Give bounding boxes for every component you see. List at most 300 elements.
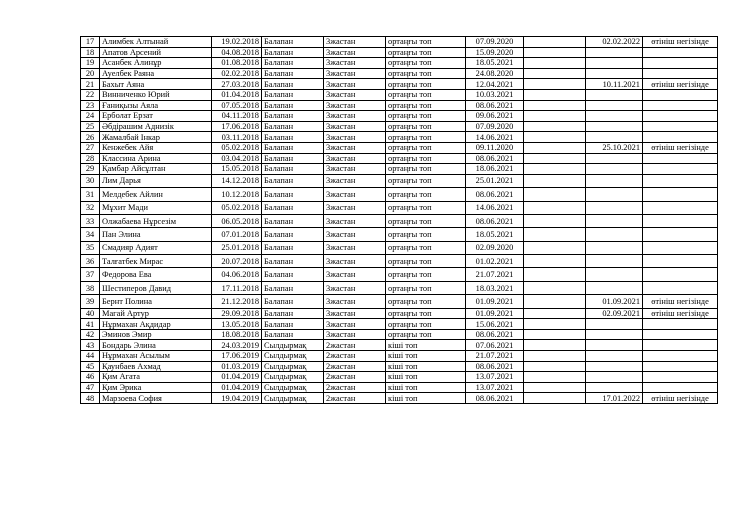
reason-cell — [643, 382, 718, 393]
empty-cell — [524, 58, 586, 69]
group-name-cell: Балапан — [262, 100, 324, 111]
enrollment-date-cell: 09.11.2020 — [466, 142, 524, 153]
leave-date-cell — [586, 201, 643, 214]
row-number-cell: 23 — [81, 100, 100, 111]
table-row — [81, 201, 718, 214]
birth-date-cell: 04.11.2018 — [212, 111, 262, 122]
reason-cell — [643, 268, 718, 281]
birth-date-cell: 17.06.2018 — [212, 121, 262, 132]
group-name-cell: Балапан — [262, 111, 324, 122]
birth-date-cell: 05.02.2018 — [212, 201, 262, 214]
enrollment-date-cell: 09.06.2021 — [466, 111, 524, 122]
leave-date-cell — [586, 361, 643, 372]
empty-cell — [524, 241, 586, 254]
leave-date-cell: 01.09.2021 — [586, 295, 643, 308]
group-name-cell: Балапан — [262, 201, 324, 214]
leave-date-cell — [586, 214, 643, 227]
table-row — [81, 214, 718, 227]
age-cell: 3жастан — [324, 214, 386, 227]
enrollment-date-cell: 01.09.2021 — [466, 308, 524, 319]
row-number-cell: 32 — [81, 201, 100, 214]
enrollment-date-cell: 08.06.2021 — [466, 188, 524, 201]
leave-date-cell: 02.02.2022 — [586, 37, 643, 48]
table-row — [81, 319, 718, 330]
child-name-cell: Мелдебек Айлин — [100, 188, 212, 201]
age-cell: 3жастан — [324, 268, 386, 281]
group-name-cell: Балапан — [262, 255, 324, 268]
table-row — [81, 329, 718, 340]
leave-date-cell — [586, 382, 643, 393]
birth-date-cell: 03.11.2018 — [212, 132, 262, 143]
age-cell: 3жастан — [324, 201, 386, 214]
child-name-cell: Қим Эрика — [100, 382, 212, 393]
birth-date-cell: 07.05.2018 — [212, 100, 262, 111]
empty-cell — [524, 382, 586, 393]
birth-date-cell: 02.02.2018 — [212, 68, 262, 79]
table-row — [81, 37, 718, 48]
empty-cell — [524, 214, 586, 227]
age-cell: 3жастан — [324, 164, 386, 175]
empty-cell — [524, 47, 586, 58]
empty-cell — [524, 111, 586, 122]
group-level-cell: ортаңғы топ — [386, 241, 466, 254]
group-level-cell: ортаңғы топ — [386, 281, 466, 294]
enrollment-date-cell: 02.09.2020 — [466, 241, 524, 254]
age-cell: 2жастан — [324, 382, 386, 393]
group-name-cell: Сылдырмақ — [262, 393, 324, 404]
birth-date-cell: 19.04.2019 — [212, 393, 262, 404]
age-cell: 3жастан — [324, 68, 386, 79]
age-cell: 2жастан — [324, 361, 386, 372]
empty-cell — [524, 174, 586, 187]
reason-cell — [643, 121, 718, 132]
table-row — [81, 89, 718, 100]
child-name-cell: Федорова Ева — [100, 268, 212, 281]
group-name-cell: Балапан — [262, 174, 324, 187]
group-level-cell: ортаңғы топ — [386, 308, 466, 319]
group-level-cell: ортаңғы топ — [386, 47, 466, 58]
enrollment-date-cell: 07.09.2020 — [466, 121, 524, 132]
group-name-cell: Балапан — [262, 308, 324, 319]
group-name-cell: Балапан — [262, 58, 324, 69]
reason-cell — [643, 58, 718, 69]
reason-cell — [643, 188, 718, 201]
group-level-cell: ортаңғы топ — [386, 295, 466, 308]
reason-cell: өтініш негізінде — [643, 142, 718, 153]
leave-date-cell — [586, 100, 643, 111]
group-name-cell: Балапан — [262, 47, 324, 58]
enrollment-date-cell: 15.06.2021 — [466, 319, 524, 330]
reason-cell — [643, 361, 718, 372]
age-cell: 2жастан — [324, 351, 386, 362]
child-name-cell: Кенжебек Айя — [100, 142, 212, 153]
leave-date-cell — [586, 47, 643, 58]
leave-date-cell — [586, 153, 643, 164]
group-level-cell: ортаңғы топ — [386, 132, 466, 143]
reason-cell — [643, 89, 718, 100]
reason-cell — [643, 340, 718, 351]
row-number-cell: 39 — [81, 295, 100, 308]
enrollment-date-cell: 14.06.2021 — [466, 201, 524, 214]
group-level-cell: ортаңғы топ — [386, 89, 466, 100]
row-number-cell: 36 — [81, 255, 100, 268]
child-name-cell: Эминов Эмир — [100, 329, 212, 340]
group-name-cell: Балапан — [262, 214, 324, 227]
age-cell: 3жастан — [324, 174, 386, 187]
group-level-cell: ортаңғы топ — [386, 201, 466, 214]
row-number-cell: 24 — [81, 111, 100, 122]
table-row — [81, 111, 718, 122]
leave-date-cell — [586, 228, 643, 241]
empty-cell — [524, 142, 586, 153]
child-name-cell: Талғатбек Мирас — [100, 255, 212, 268]
group-level-cell: ортаңғы топ — [386, 142, 466, 153]
table-row — [81, 100, 718, 111]
group-level-cell: ортаңғы топ — [386, 121, 466, 132]
leave-date-cell — [586, 68, 643, 79]
reason-cell — [643, 68, 718, 79]
birth-date-cell: 25.01.2018 — [212, 241, 262, 254]
enrollment-date-cell: 08.06.2021 — [466, 329, 524, 340]
group-name-cell: Сылдырмақ — [262, 340, 324, 351]
leave-date-cell: 25.10.2021 — [586, 142, 643, 153]
enrollment-date-cell: 21.07.2021 — [466, 351, 524, 362]
reason-cell — [643, 201, 718, 214]
age-cell: 2жастан — [324, 372, 386, 383]
row-number-cell: 35 — [81, 241, 100, 254]
row-number-cell: 29 — [81, 164, 100, 175]
group-name-cell: Балапан — [262, 37, 324, 48]
table-row — [81, 164, 718, 175]
leave-date-cell — [586, 89, 643, 100]
child-name-cell: Апатов Арсений — [100, 47, 212, 58]
leave-date-cell — [586, 132, 643, 143]
reason-cell — [643, 228, 718, 241]
empty-cell — [524, 372, 586, 383]
child-name-cell: Алимбек Алтынай — [100, 37, 212, 48]
group-level-cell: кіші топ — [386, 393, 466, 404]
age-cell: 2жастан — [324, 340, 386, 351]
row-number-cell: 41 — [81, 319, 100, 330]
empty-cell — [524, 89, 586, 100]
empty-cell — [524, 319, 586, 330]
birth-date-cell: 01.03.2019 — [212, 361, 262, 372]
reason-cell — [643, 241, 718, 254]
empty-cell — [524, 188, 586, 201]
leave-date-cell — [586, 174, 643, 187]
reason-cell — [643, 132, 718, 143]
age-cell: 3жастан — [324, 295, 386, 308]
row-number-cell: 28 — [81, 153, 100, 164]
age-cell: 3жастан — [324, 188, 386, 201]
group-name-cell: Сылдырмақ — [262, 382, 324, 393]
enrollment-date-cell: 13.07.2021 — [466, 372, 524, 383]
table-row — [81, 351, 718, 362]
child-name-cell: Ғаниқызы Аяла — [100, 100, 212, 111]
row-number-cell: 22 — [81, 89, 100, 100]
leave-date-cell — [586, 351, 643, 362]
reason-cell — [643, 174, 718, 187]
row-number-cell: 17 — [81, 37, 100, 48]
table-row — [81, 121, 718, 132]
enrollment-date-cell: 08.06.2021 — [466, 361, 524, 372]
birth-date-cell: 29.09.2018 — [212, 308, 262, 319]
child-name-cell: Қамбар Айсұлтан — [100, 164, 212, 175]
reason-cell: өтініш негізінде — [643, 295, 718, 308]
child-name-cell: Қаунбаев Ахмад — [100, 361, 212, 372]
row-number-cell: 43 — [81, 340, 100, 351]
age-cell: 3жастан — [324, 241, 386, 254]
age-cell: 3жастан — [324, 79, 386, 90]
leave-date-cell — [586, 268, 643, 281]
reason-cell — [643, 319, 718, 330]
leave-date-cell — [586, 255, 643, 268]
group-level-cell: ортаңғы топ — [386, 188, 466, 201]
age-cell: 3жастан — [324, 255, 386, 268]
age-cell: 3жастан — [324, 142, 386, 153]
leave-date-cell: 10.11.2021 — [586, 79, 643, 90]
group-level-cell: ортаңғы топ — [386, 58, 466, 69]
group-name-cell: Балапан — [262, 164, 324, 175]
age-cell: 3жастан — [324, 153, 386, 164]
reason-cell — [643, 281, 718, 294]
group-level-cell: ортаңғы топ — [386, 37, 466, 48]
empty-cell — [524, 308, 586, 319]
enrollment-date-cell: 01.09.2021 — [466, 295, 524, 308]
row-number-cell: 44 — [81, 351, 100, 362]
table-row — [81, 255, 718, 268]
group-level-cell: ортаңғы топ — [386, 255, 466, 268]
group-name-cell: Балапан — [262, 268, 324, 281]
empty-cell — [524, 295, 586, 308]
leave-date-cell — [586, 340, 643, 351]
birth-date-cell: 17.06.2019 — [212, 351, 262, 362]
group-name-cell: Сылдырмақ — [262, 351, 324, 362]
leave-date-cell — [586, 164, 643, 175]
age-cell: 3жастан — [324, 281, 386, 294]
enrollment-date-cell: 25.01.2021 — [466, 174, 524, 187]
age-cell: 2жастан — [324, 393, 386, 404]
age-cell: 3жастан — [324, 111, 386, 122]
empty-cell — [524, 228, 586, 241]
row-number-cell: 21 — [81, 79, 100, 90]
enrollment-date-cell: 24.08.2020 — [466, 68, 524, 79]
enrollment-date-cell: 08.06.2021 — [466, 214, 524, 227]
birth-date-cell: 01.04.2019 — [212, 372, 262, 383]
enrollment-date-cell: 21.07.2021 — [466, 268, 524, 281]
row-number-cell: 20 — [81, 68, 100, 79]
reason-cell: өтініш негізінде — [643, 79, 718, 90]
reason-cell — [643, 255, 718, 268]
table-row — [81, 281, 718, 294]
group-name-cell: Балапан — [262, 281, 324, 294]
leave-date-cell — [586, 111, 643, 122]
reason-cell: өтініш негізінде — [643, 308, 718, 319]
reason-cell — [643, 164, 718, 175]
group-level-cell: кіші топ — [386, 361, 466, 372]
row-number-cell: 45 — [81, 361, 100, 372]
reason-cell — [643, 214, 718, 227]
birth-date-cell: 17.11.2018 — [212, 281, 262, 294]
empty-cell — [524, 329, 586, 340]
child-name-cell: Қим Агата — [100, 372, 212, 383]
leave-date-cell — [586, 241, 643, 254]
child-name-cell: Ерболат Ерзат — [100, 111, 212, 122]
group-name-cell: Сылдырмақ — [262, 361, 324, 372]
age-cell: 3жастан — [324, 121, 386, 132]
reason-cell — [643, 100, 718, 111]
group-name-cell: Балапан — [262, 228, 324, 241]
enrollment-table — [80, 36, 718, 404]
child-name-cell: Бахыт Аяна — [100, 79, 212, 90]
enrollment-date-cell: 08.06.2021 — [466, 153, 524, 164]
enrollment-date-cell: 18.05.2021 — [466, 228, 524, 241]
leave-date-cell — [586, 58, 643, 69]
group-level-cell: ортаңғы топ — [386, 164, 466, 175]
birth-date-cell: 27.03.2018 — [212, 79, 262, 90]
table-row — [81, 241, 718, 254]
table-row — [81, 68, 718, 79]
group-name-cell: Балапан — [262, 319, 324, 330]
table-row — [81, 142, 718, 153]
age-cell: 3жастан — [324, 329, 386, 340]
empty-cell — [524, 201, 586, 214]
row-number-cell: 40 — [81, 308, 100, 319]
reason-cell — [643, 111, 718, 122]
birth-date-cell: 10.12.2018 — [212, 188, 262, 201]
birth-date-cell: 20.07.2018 — [212, 255, 262, 268]
table-row — [81, 47, 718, 58]
enrollment-date-cell: 12.04.2021 — [466, 79, 524, 90]
group-level-cell: кіші топ — [386, 372, 466, 383]
row-number-cell: 38 — [81, 281, 100, 294]
child-name-cell: Винниченко Юрий — [100, 89, 212, 100]
reason-cell — [643, 351, 718, 362]
reason-cell — [643, 329, 718, 340]
table-row — [81, 174, 718, 187]
child-name-cell: Асанбек Алинұр — [100, 58, 212, 69]
table-row — [81, 58, 718, 69]
age-cell: 3жастан — [324, 308, 386, 319]
age-cell: 3жастан — [324, 58, 386, 69]
birth-date-cell: 24.03.2019 — [212, 340, 262, 351]
child-name-cell: Лим Дарья — [100, 174, 212, 187]
table-row — [81, 393, 718, 404]
child-name-cell: Шестиперов Давид — [100, 281, 212, 294]
reason-cell — [643, 153, 718, 164]
reason-cell: өтініш негізінде — [643, 37, 718, 48]
group-level-cell: кіші топ — [386, 340, 466, 351]
table-row — [81, 132, 718, 143]
empty-cell — [524, 268, 586, 281]
child-name-cell: Ауелбек Раяна — [100, 68, 212, 79]
group-level-cell: ортаңғы топ — [386, 111, 466, 122]
birth-date-cell: 01.04.2018 — [212, 89, 262, 100]
empty-cell — [524, 340, 586, 351]
age-cell: 3жастан — [324, 37, 386, 48]
reason-cell — [643, 372, 718, 383]
group-name-cell: Балапан — [262, 79, 324, 90]
leave-date-cell — [586, 281, 643, 294]
child-name-cell: Магай Артур — [100, 308, 212, 319]
group-name-cell: Балапан — [262, 153, 324, 164]
empty-cell — [524, 100, 586, 111]
table-row — [81, 79, 718, 90]
table-row — [81, 308, 718, 319]
enrollment-date-cell: 07.09.2020 — [466, 37, 524, 48]
birth-date-cell: 13.05.2018 — [212, 319, 262, 330]
birth-date-cell: 01.08.2018 — [212, 58, 262, 69]
child-name-cell: Марзоева София — [100, 393, 212, 404]
enrollment-date-cell: 15.09.2020 — [466, 47, 524, 58]
child-name-cell: Нұрмахан Асылым — [100, 351, 212, 362]
table-row — [81, 153, 718, 164]
child-name-cell: Смадияр Адият — [100, 241, 212, 254]
leave-date-cell — [586, 121, 643, 132]
enrollment-date-cell: 07.06.2021 — [466, 340, 524, 351]
group-level-cell: ортаңғы топ — [386, 214, 466, 227]
leave-date-cell — [586, 329, 643, 340]
empty-cell — [524, 79, 586, 90]
birth-date-cell: 06.05.2018 — [212, 214, 262, 227]
row-number-cell: 26 — [81, 132, 100, 143]
row-number-cell: 25 — [81, 121, 100, 132]
child-name-cell: Нұрмахан Ақдидар — [100, 319, 212, 330]
empty-cell — [524, 351, 586, 362]
group-name-cell: Балапан — [262, 68, 324, 79]
group-level-cell: ортаңғы топ — [386, 174, 466, 187]
birth-date-cell: 05.02.2018 — [212, 142, 262, 153]
group-name-cell: Балапан — [262, 188, 324, 201]
group-name-cell: Сылдырмақ — [262, 372, 324, 383]
child-name-cell: Классина Арина — [100, 153, 212, 164]
table-row — [81, 228, 718, 241]
group-name-cell: Балапан — [262, 89, 324, 100]
age-cell: 3жастан — [324, 319, 386, 330]
row-number-cell: 19 — [81, 58, 100, 69]
age-cell: 3жастан — [324, 47, 386, 58]
child-name-cell: Бернт Полина — [100, 295, 212, 308]
birth-date-cell: 04.08.2018 — [212, 47, 262, 58]
empty-cell — [524, 153, 586, 164]
birth-date-cell: 03.04.2018 — [212, 153, 262, 164]
child-name-cell: Олжабаева Нұрсезім — [100, 214, 212, 227]
empty-cell — [524, 132, 586, 143]
group-level-cell: кіші топ — [386, 382, 466, 393]
empty-cell — [524, 255, 586, 268]
table-row — [81, 372, 718, 383]
group-level-cell: ортаңғы топ — [386, 329, 466, 340]
empty-cell — [524, 37, 586, 48]
child-name-cell: Әбдірашим Аднизік — [100, 121, 212, 132]
birth-date-cell: 18.08.2018 — [212, 329, 262, 340]
reason-cell — [643, 47, 718, 58]
group-level-cell: ортаңғы топ — [386, 68, 466, 79]
group-level-cell: ортаңғы топ — [386, 268, 466, 281]
child-name-cell: Бондарь Элина — [100, 340, 212, 351]
reason-cell: өтініш негізінде — [643, 393, 718, 404]
row-number-cell: 42 — [81, 329, 100, 340]
row-number-cell: 30 — [81, 174, 100, 187]
group-level-cell: кіші топ — [386, 351, 466, 362]
birth-date-cell: 19.02.2018 — [212, 37, 262, 48]
empty-cell — [524, 121, 586, 132]
birth-date-cell: 15.05.2018 — [212, 164, 262, 175]
birth-date-cell: 14.12.2018 — [212, 174, 262, 187]
group-level-cell: ортаңғы топ — [386, 319, 466, 330]
leave-date-cell — [586, 372, 643, 383]
enrollment-date-cell: 18.05.2021 — [466, 58, 524, 69]
